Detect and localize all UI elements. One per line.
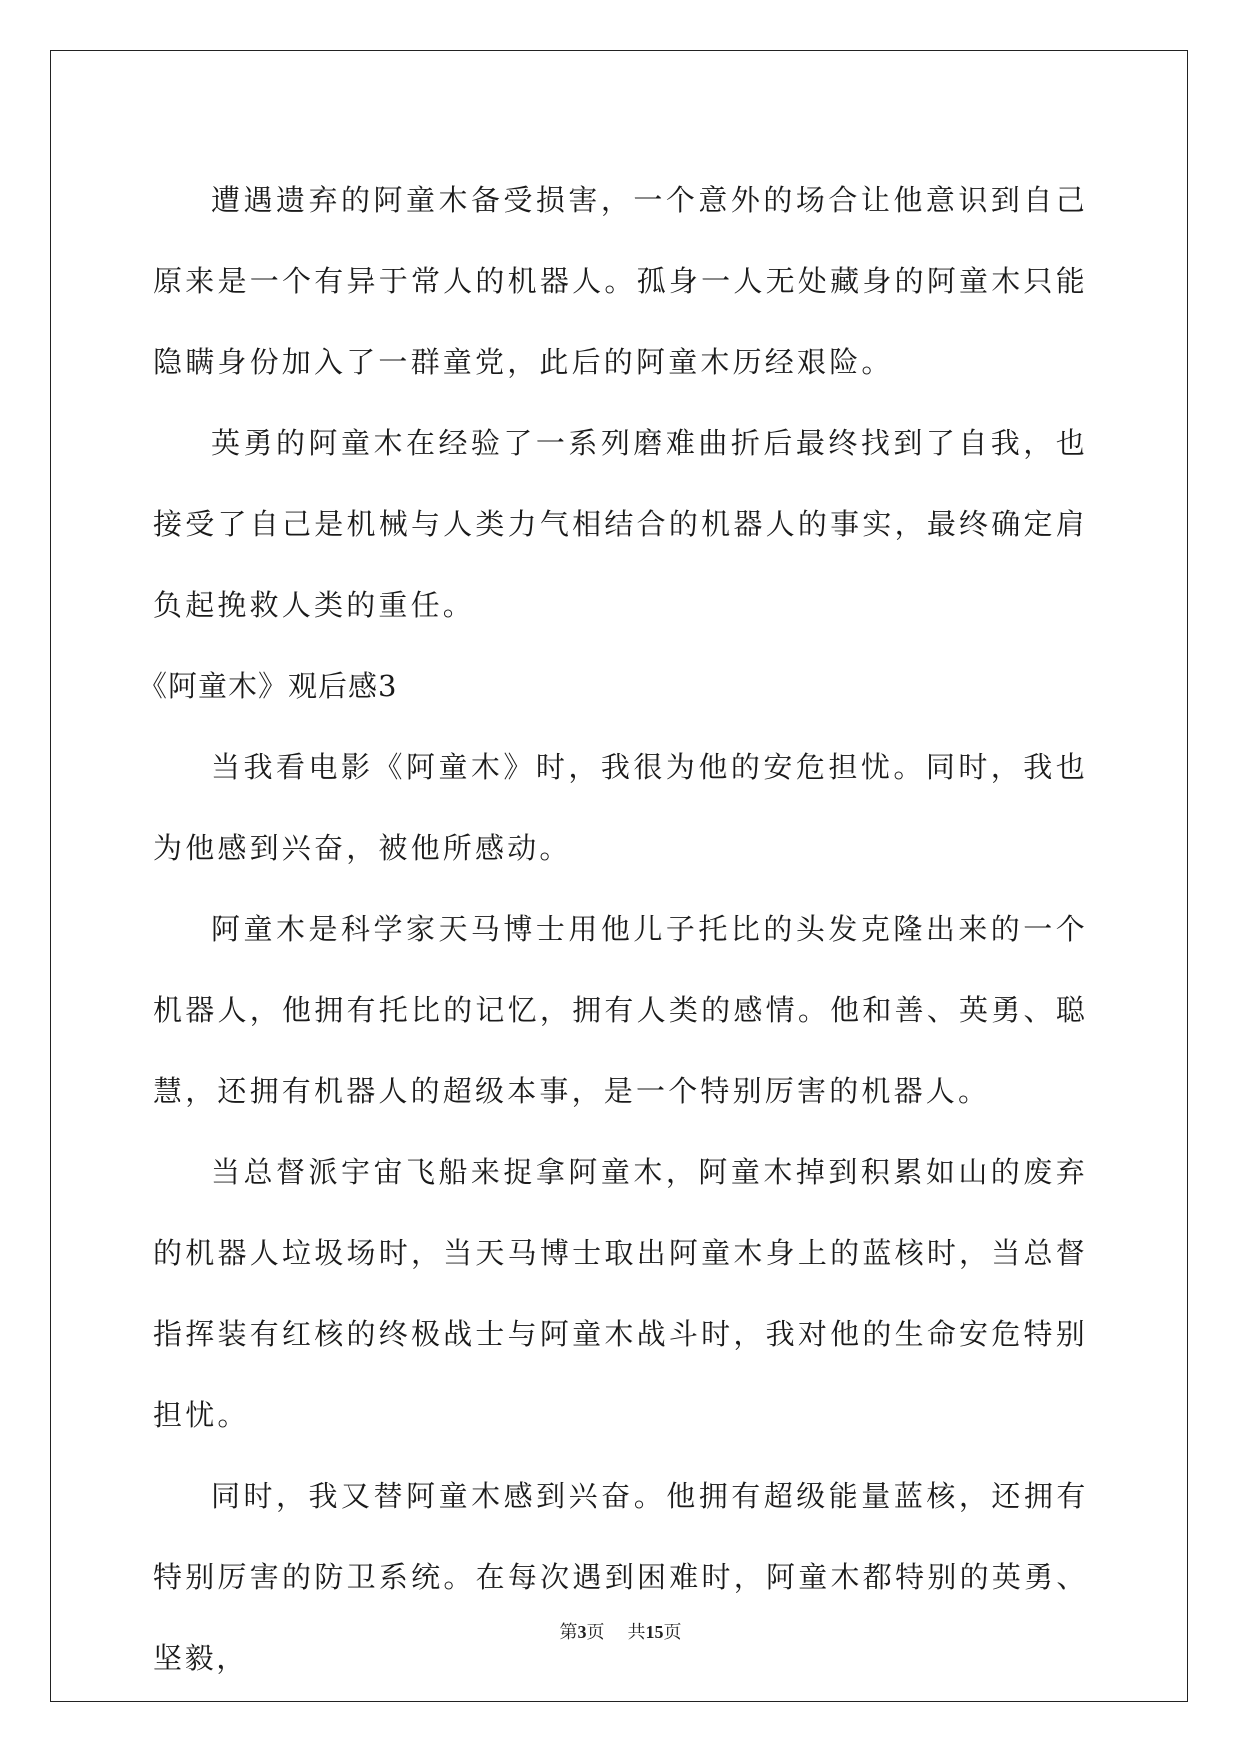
document-body [138,160,1088,1699]
footer-current-page: 3 [577,1622,587,1642]
section-heading: 《阿童木》观后感3 [138,669,398,703]
footer-prefix: 第 [559,1622,578,1643]
footer-total-prefix: 共 [627,1622,646,1643]
paragraph-3: 当我看电影《阿童木》时，我很为他的安危担忧。同时，我也为他感到兴奋，被他所感动。 [153,750,1088,865]
paragraph-1: 遭遇遗弃的阿童木备受损害，一个意外的场合让他意识到自己原来是一个有异于常人的机器人。孤身一人无处藏身的阿童木只能隐瞒身份加入了一群童党，此后的阿童木历经艰险。 [153,183,1088,379]
paragraph-5: 当总督派宇宙飞船来捉拿阿童木，阿童木掉到积累如山的废弃的机器人垃圾场时，当天马博士取出阿童木身上的蓝核时，当总督指挥装有红核的终极战士与阿童木战斗时，我对他的生命安危特别担忧。 [153,1155,1088,1432]
page-footer [0,1618,1241,1644]
paragraph-6: 同时，我又替阿童木感到兴奋。他拥有超级能量蓝核，还拥有特别厉害的防卫系统。在每次遇到困难时，阿童木都特别的英勇、坚毅， [153,1479,1088,1675]
footer-page-label: 页 [586,1622,605,1643]
paragraph-4: 阿童木是科学家天马博士用他儿子托比的头发克隆出来的一个机器人，他拥有托比的记忆，拥有人类的感情。他和善、英勇、聪慧，还拥有机器人的超级本事，是一个特别厉害的机器人。 [153,912,1088,1108]
paragraph-2: 英勇的阿童木在经验了一系列磨难曲折后最终找到了自我，也接受了自己是机械与人类力气相结合的机器人的事实，最终确定肩负起挽救人类的重任。 [153,426,1088,622]
footer-total-label: 页 [663,1622,682,1643]
footer-total-pages: 15 [645,1622,664,1642]
